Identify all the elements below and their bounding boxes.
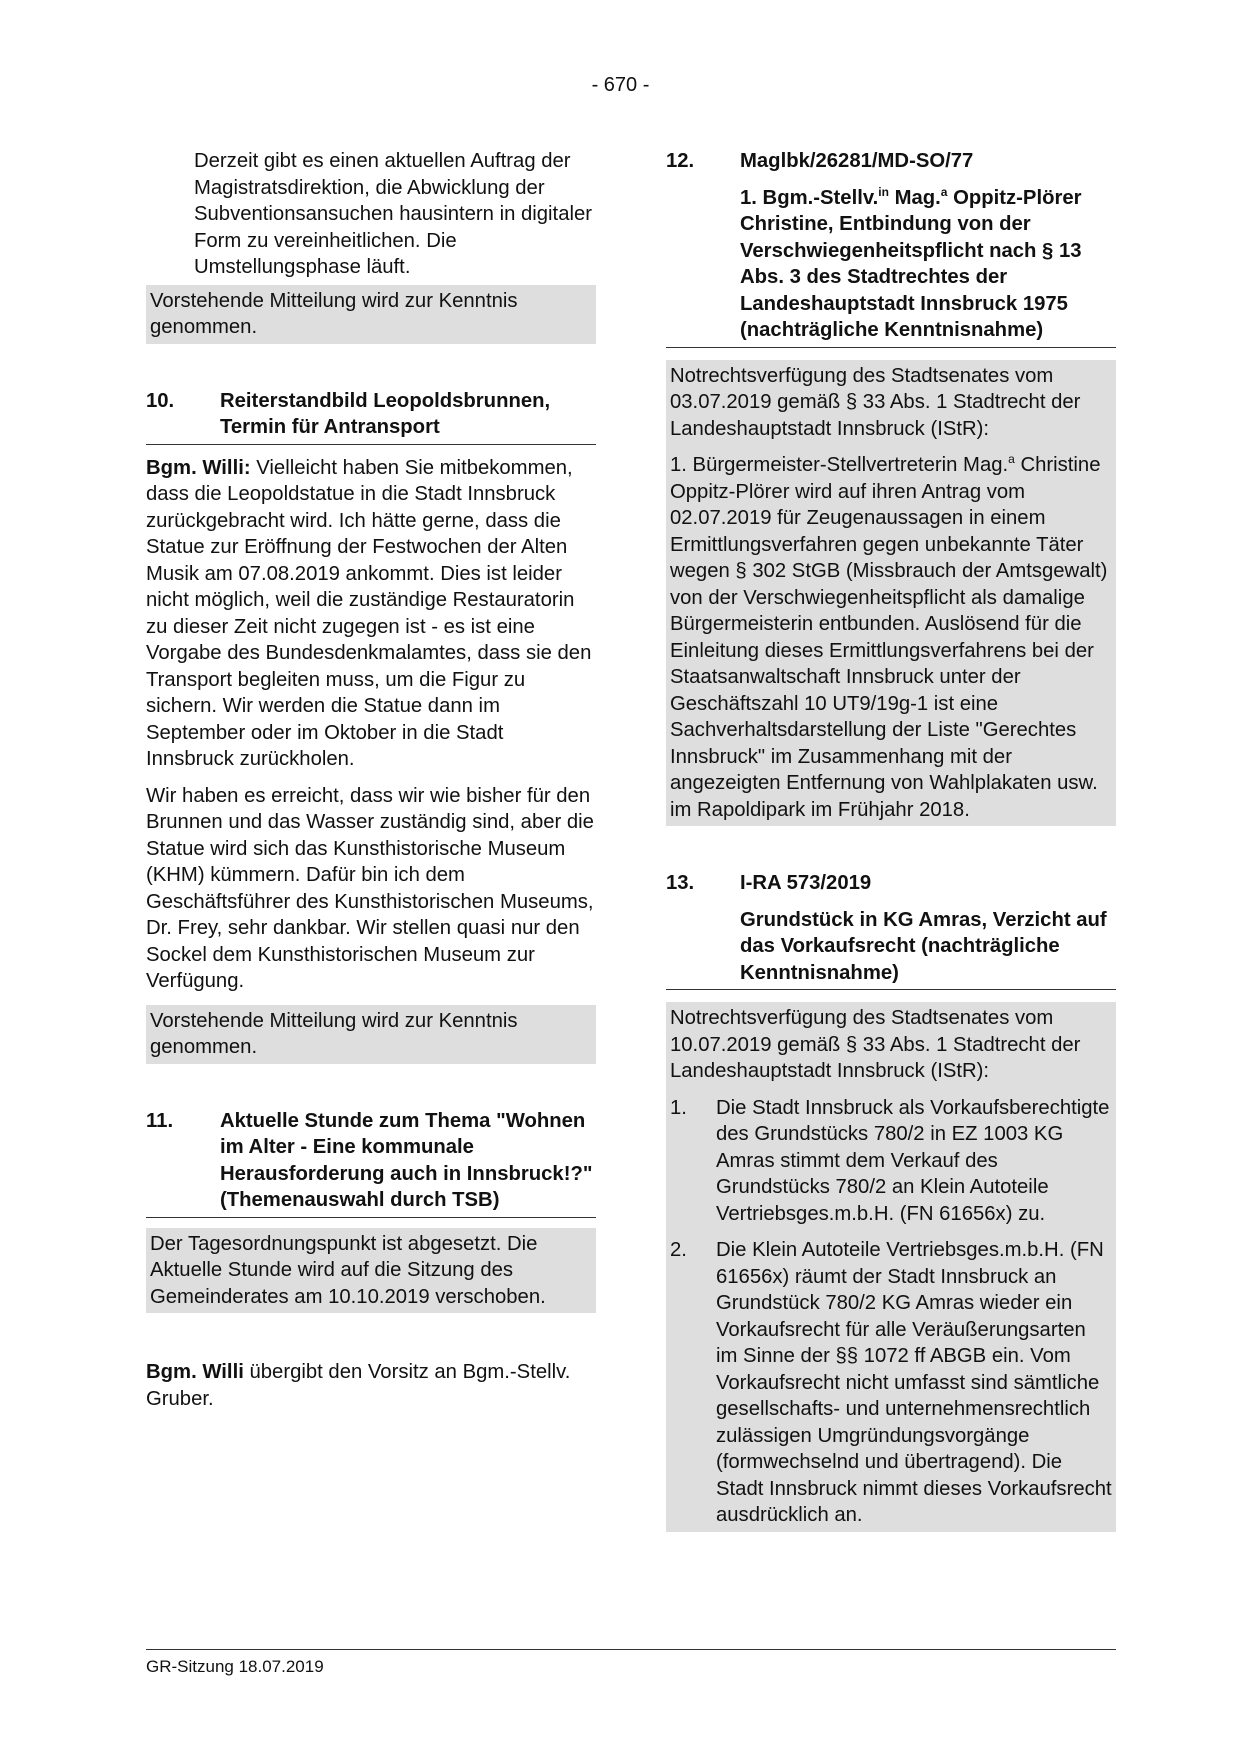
- item-12-heading: [666, 185, 1116, 348]
- list-item: [670, 1095, 1112, 1228]
- list-item-text: Die Klein Autoteile Vertriebsges.m.b.H. (FN 61656x) räumt der Stadt Innsbruck an Grundstück 780/2 KG Amras wieder ein Vorkaufsrecht für alle Veräußerungsarten im Sinne der §§ 1072 ff ABGB ein. Vom Vorkaufsrecht nicht umfasst sind sämtliche gesellschafts- und unternehmensrechtlich zulässigen Umgründungsvorgänge (formwechselnd und übertragend). Die Stadt Innsbruck nimmt dieses Vorkaufsrecht ausdrücklich an.: [716, 1239, 1112, 1526]
- item-10-heading: [146, 388, 596, 445]
- item-10-note: Vorstehende Mitteilung wird zur Kenntnis genommen.: [146, 1005, 596, 1064]
- note-acknowledged-1: Vorstehende Mitteilung wird zur Kenntnis genommen.: [146, 285, 596, 344]
- item-12-body: [670, 452, 1112, 823]
- list-item-number: 1.: [670, 1096, 687, 1119]
- item-12-title-part-c: Oppitz-Plörer Christine, Entbindung von der Verschwiegenheitspflicht nach § 13 Abs. 3 des Stadtrechtes der Landeshauptstadt Innsbruck 1975 (nachträgliche Kenntnisnahme): [740, 186, 1082, 341]
- closing-text: übergibt den Vorsitz an Bgm.-Stellv. Gruber.: [146, 1361, 571, 1410]
- chair-handover: [146, 1359, 596, 1412]
- item-10-paragraph-1: [146, 455, 596, 773]
- item-13-reference: I-RA 573/2019: [740, 872, 872, 894]
- item-13-ref-line: [666, 870, 1116, 897]
- item-13-number: 13.: [666, 872, 695, 894]
- item-10-statement: Vielleicht haben Sie mitbekommen, dass die Leopoldstatue in die Stadt Innsbruck zurückgebracht wird. Ich hätte gerne, dass die Statue zur Eröffnung der Festwochen der Alten Musik am 07.08.2019 ankommt. Dies ist leider nicht möglich, weil die zuständige Restauratorin zu dieser Zeit nicht zugegen ist - es ist eine Vorgabe des Bundesdenkmalamtes, dass sie den Transport begleiten muss, um die Figur zu sichern. Wir werden die Statue dann im September oder im Oktober in die Stadt Innsbruck zurückholen.: [146, 456, 592, 770]
- item-12-body-part-b: Christine Oppitz-Plörer wird auf ihren Antrag vom 02.07.2019 für Zeugenaussagen in einem Ermittlungsverfahren gegen unbekannte Täter wegen § 302 StGB (Missbrauch der Amtsgewalt) von der Verschwiegenheitspflicht als damalige Bürgermeisterin entbunden. Auslösend für die Einleitung dieses Ermittlungsverfahrens bei der Staatsanwaltschaft Innsbruck unter der Geschäftszahl 10 UT9/19g-1 ist eine Sachverhaltsdarstellung der Liste "Gerechtes Innsbruck" im Zusammenhang mit der angezeigten Entfernung von Wahlplakaten usw. im Rapoldipark im Frühjahr 2018.: [670, 454, 1108, 821]
- item-10-number: 10.: [146, 389, 175, 412]
- item-12-body-part-a: 1. Bürgermeister-Stellvertreterin Mag.: [670, 454, 1009, 476]
- intro-paragraph: Derzeit gibt es einen aktuellen Auftrag der Magistratsdirektion, die Abwicklung der Subventionsansuchen hausintern in digitaler Form zu vereinheitlichen. Die Umstellungsphase läuft.: [194, 150, 593, 278]
- right-column: [666, 148, 1116, 1532]
- item-12-heading-spacer: [666, 185, 740, 344]
- item-10-title: Reiterstandbild Leopoldsbrunnen, Termin für Antransport: [220, 389, 551, 438]
- item-12-resolution: [666, 360, 1116, 827]
- item-11-note: Der Tagesordnungspunkt ist abgesetzt. Die Aktuelle Stunde wird auf die Sitzung des Gemeinderates am 10.10.2019 verschoben.: [146, 1228, 596, 1314]
- item-13-heading-spacer: [666, 907, 740, 987]
- item-12-number: 12.: [666, 150, 695, 172]
- item-11-heading: [146, 1108, 596, 1218]
- item-12-title-part-a: 1. Bgm.-Stellv.: [740, 186, 879, 209]
- left-column: [146, 148, 596, 1412]
- item-12-title-sup-2: a: [940, 184, 948, 199]
- item-12-title-sup-1: in: [878, 184, 889, 199]
- list-item: [670, 1237, 1112, 1529]
- item-12-body-sup: a: [1008, 452, 1015, 467]
- item-12-title-part-b: Mag.: [894, 186, 941, 209]
- list-item-text: Die Stadt Innsbruck als Vorkaufsberechtigte des Grundstücks 780/2 in EZ 1003 KG Amras stimmt dem Verkauf des Grundstücks 780/2 an Klein Autoteile Vertriebsges.m.b.H. (FN 61656x) zu.: [716, 1096, 1110, 1225]
- closing-speaker: Bgm. Willi: [146, 1361, 244, 1383]
- item-12-reference: Maglbk/26281/MD-SO/77: [740, 150, 974, 172]
- item-13-intro: Notrechtsverfügung des Stadtsenates vom 10.07.2019 gemäß § 33 Abs. 1 Stadtrecht der Landeshauptstadt Innsbruck (IStR):: [670, 1007, 1081, 1082]
- item-13-resolution: [666, 1002, 1116, 1532]
- page-footer: GR-Sitzung 18.07.2019: [146, 1649, 1116, 1677]
- item-13-heading: [666, 907, 1116, 991]
- item-12-ref-line: [666, 148, 1116, 175]
- page-number: - 670 -: [591, 74, 650, 96]
- item-11-number: 11.: [146, 1109, 174, 1132]
- item-10-paragraph-2: Wir haben es erreicht, dass wir wie bisher für den Brunnen und das Wasser zuständig sind, aber die Statue wird sich das Kunsthistorische Museum (KHM) kümmern. Dafür bin ich dem Geschäftsführer des Kunsthistorischen Museums, Dr. Frey, sehr dankbar. Wir stellen quasi nur den Sockel dem Kunsthistorischen Museum zur Verfügung.: [146, 784, 594, 992]
- item-11-title: Aktuelle Stunde zum Thema "Wohnen im Alter - Eine kommunale Herausforderung auch in Innsbruck!?" (Themenauswahl durch TSB): [220, 1109, 593, 1211]
- item-12-intro: Notrechtsverfügung des Stadtsenates vom 03.07.2019 gemäß § 33 Abs. 1 Stadtrecht der Landeshauptstadt Innsbruck (IStR):: [670, 364, 1081, 440]
- item-10-speaker: Bgm. Willi:: [146, 456, 251, 479]
- item-12-title: [740, 185, 1116, 344]
- item-13-title: Grundstück in KG Amras, Verzicht auf das Vorkaufsrecht (nachträgliche Kenntnisnahme): [740, 908, 1107, 984]
- list-item-number: 2.: [670, 1239, 687, 1261]
